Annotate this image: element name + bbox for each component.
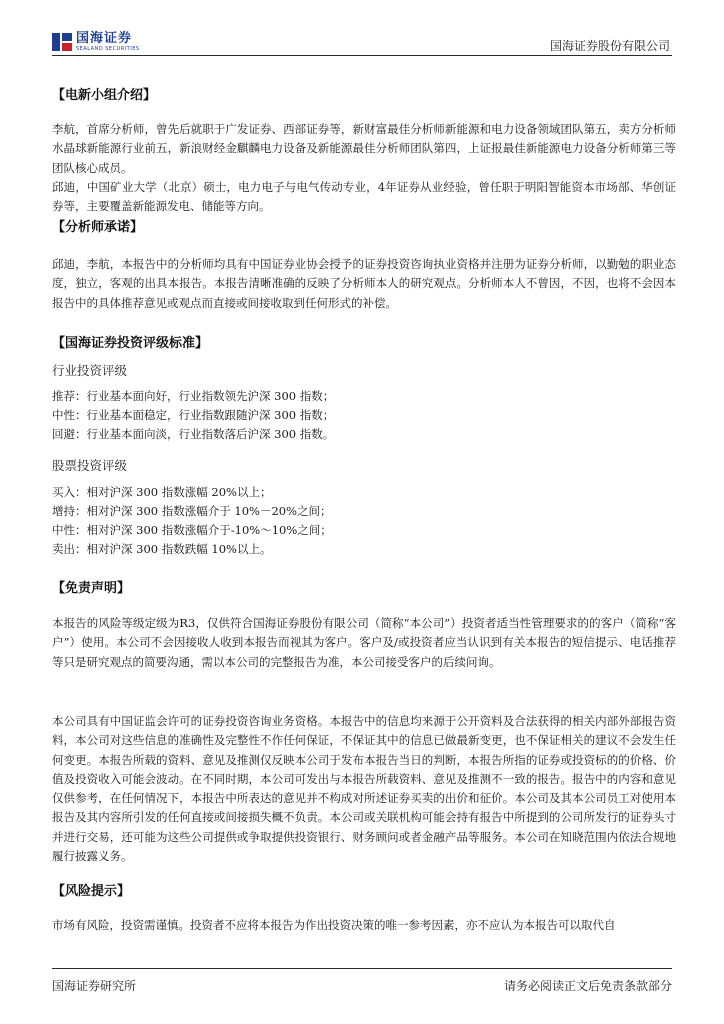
- stock-rating-item: 中性：相对沪深 300 指数涨幅介于-10%～10%之间；: [52, 523, 332, 537]
- header-company-name: 国海证券股份有限公司: [549, 39, 670, 53]
- rating-section-title: 【国海证券投资评级标准】: [52, 336, 209, 351]
- industry-rating-item: 中性：行业基本面稳定，行业指数跟随沪深 300 指数；: [52, 408, 335, 422]
- industry-rating-title: 行业投资评级: [52, 363, 128, 378]
- logo-en-text: SEALAND SECURITIES: [76, 46, 140, 52]
- company-logo: [52, 32, 140, 52]
- footer-notice: 请务必阅读正文后免责条款部分: [503, 979, 672, 993]
- page-header: [52, 28, 672, 56]
- commitment-paragraph: 邱迪，李航，本报告中的分析师均具有中国证券业协会授予的证券投资咨询执业资格并注册为证券分析师，以勤勉的职业态度，独立，客观的出具本报告。本报告清晰准确的反映了分析师本人的研究观点。分析师本人不曾因，不因，也将不会因本报告中的具体推荐意见或观点而直接或间接收取到任何形式的补偿。: [52, 257, 676, 310]
- industry-rating-item: 回避：行业基本面向淡，行业指数落后沪深 300 指数。: [52, 427, 335, 441]
- team-paragraph-1: 李航，首席分析师，曾先后就职于广发证券、西部证券等，新财富最佳分析师新能源和电力设备领域团队第五，卖方分析师水晶球新能源行业前五，新浪财经金麒麟电力设备及新能源最佳分析师团队第四，上证报最佳新能源电力设备分析师第三等团队核心成员。: [52, 122, 676, 175]
- disclaimer-paragraph-1: 本报告的风险等级定级为R3，仅供符合国海证券股份有限公司（简称“本公司”）投资者适当性管理要求的的客户（简称“客户”）使用。本公司不会因接收人收到本报告而视其为客户。客户及/或投资者应当认识到有关本报告的短信提示、电话推荐等只是研究观点的简要沟通，需以本公司的完整报告为准，本公司接受客户的后续问询。: [52, 616, 676, 669]
- industry-rating-item: 推荐：行业基本面向好，行业指数领先沪深 300 指数；: [52, 389, 335, 403]
- stock-rating-list: [52, 483, 332, 559]
- disclaimer-paragraph-2: 本公司具有中国证监会许可的证券投资咨询业务资格。本报告中的信息均来源于公开资料及合法获得的相关内部外部报告资料，本公司对这些信息的准确性及完整性不作任何保证，不保证其中的信息已做最新变更，也不保证相关的建议不会发生任何变更。本报告所载的资料、意见及推测仅反映本公司于发布本报告当日的判断，本报告所指的证券或投资标的的价格、价值及投资收入可能会波动。在不同时期，本公司可发出与本报告所载资料、意见及推测不一致的报告。报告中的内容和意见仅供参考，在任何情况下，本报告中所表达的意见并不构成对所述证券买卖的出价和征价。本公司及其本公司员工对使用本报告及其内容所引发的任何直接或间接损失概不负责。本公司或关联机构可能会持有报告中所提到的公司所发行的证券头寸并进行交易，还可能为这些公司提供或争取提供投资银行、财务顾问或者金融产品等服务。本公司在知晓范围内依法合规地履行披露义务。: [52, 714, 676, 864]
- commitment-section-title: 【分析师承诺】: [52, 220, 144, 235]
- footer-institute: 国海证券研究所: [52, 979, 137, 993]
- disclaimer-section-title: 【免责声明】: [52, 581, 131, 596]
- stock-rating-item: 卖出：相对沪深 300 指数跌幅 10%以上。: [52, 542, 272, 556]
- logo-mark-icon: [52, 33, 72, 51]
- stock-rating-item: 增持：相对沪深 300 指数涨幅介于 10%－20%之间；: [52, 504, 332, 518]
- page-footer: [52, 968, 672, 998]
- team-paragraph-2: 邱迪，中国矿业大学（北京）硕士，电力电子与电气传动专业，4年证券从业经验，曾任职于明阳智能资本市场部、华创证券等，主要覆盖新能源发电、储能等方向。: [52, 180, 676, 214]
- stock-rating-title: 股票投资评级: [52, 458, 128, 473]
- logo-cn-text: 国海证券: [76, 31, 133, 46]
- team-section-title: 【电新小组介绍】: [52, 88, 157, 103]
- industry-rating-list: [52, 387, 334, 444]
- stock-rating-item: 买入：相对沪深 300 指数涨幅 20%以上；: [52, 485, 272, 499]
- risk-section-title: 【风险提示】: [52, 884, 131, 899]
- risk-paragraph: 市场有风险，投资需谨慎。投资者不应将本报告为作出投资决策的唯一参考因素，亦不应认为本报告可以取代自: [52, 918, 616, 932]
